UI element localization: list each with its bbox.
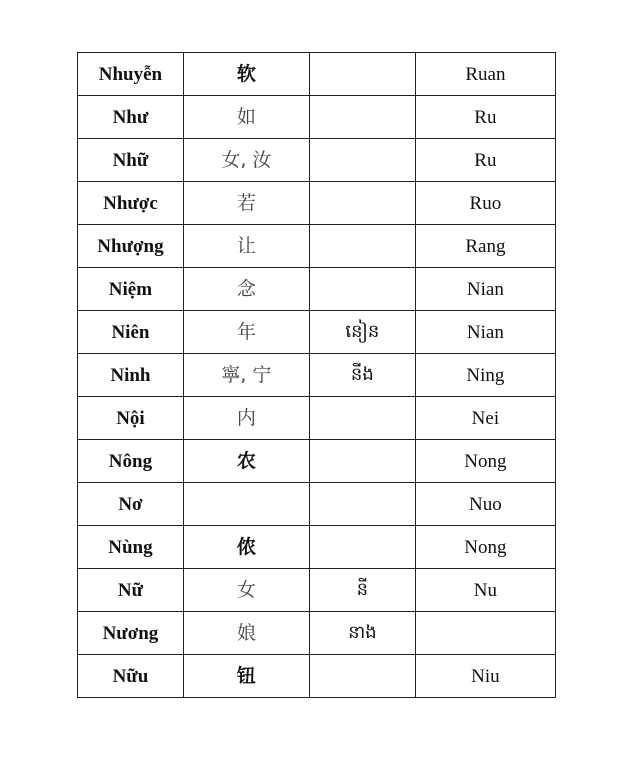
chinese-romanization-cell: Ruan [415,53,555,96]
chinese-romanization-cell: Rang [415,225,555,268]
chinese-romanization-cell: Ru [415,96,555,139]
table-row [78,139,556,182]
han-cell: 钮 [183,655,309,698]
chinese-romanization-cell: Nian [415,311,555,354]
han-cell: 让 [183,225,309,268]
vietnamese-cell: Niệm [78,268,184,311]
han-cell: 农 [183,440,309,483]
khmer-cell [309,96,415,139]
khmer-cell [309,268,415,311]
han-cell: 软 [183,53,309,96]
khmer-cell: នីង [309,354,415,397]
khmer-cell [309,526,415,569]
table-row [78,440,556,483]
table-body [78,53,556,698]
vietnamese-cell: Nông [78,440,184,483]
name-correspondence-table [77,52,556,698]
vietnamese-cell: Nhuyễn [78,53,184,96]
chinese-romanization-cell: Ruo [415,182,555,225]
vietnamese-cell: Nùng [78,526,184,569]
khmer-cell [309,483,415,526]
han-cell: 女, 汝 [183,139,309,182]
han-cell [183,483,309,526]
table-row [78,526,556,569]
chinese-romanization-cell: Nuo [415,483,555,526]
khmer-cell [309,139,415,182]
khmer-cell [309,655,415,698]
table-row [78,96,556,139]
table-row [78,569,556,612]
khmer-cell [309,182,415,225]
chinese-romanization-cell [415,612,555,655]
han-cell: 侬 [183,526,309,569]
han-cell: 念 [183,268,309,311]
chinese-romanization-cell: Niu [415,655,555,698]
table-row [78,311,556,354]
khmer-cell: នៀន [309,311,415,354]
khmer-cell [309,225,415,268]
khmer-cell [309,397,415,440]
table-row [78,483,556,526]
table-row [78,53,556,96]
vietnamese-cell: Nữ [78,569,184,612]
han-cell: 若 [183,182,309,225]
table-row [78,612,556,655]
vietnamese-cell: Nội [78,397,184,440]
chinese-romanization-cell: Ning [415,354,555,397]
vietnamese-cell: Nữu [78,655,184,698]
chinese-romanization-cell: Nei [415,397,555,440]
khmer-cell [309,53,415,96]
han-cell: 女 [183,569,309,612]
chinese-romanization-cell: Nong [415,440,555,483]
table-row [78,225,556,268]
han-cell: 娘 [183,612,309,655]
han-cell: 年 [183,311,309,354]
han-cell: 内 [183,397,309,440]
han-cell: 寧, 宁 [183,354,309,397]
khmer-cell: នាង [309,612,415,655]
table-row [78,655,556,698]
table-row [78,268,556,311]
table-row [78,354,556,397]
vietnamese-cell: Ninh [78,354,184,397]
vietnamese-cell: Nhược [78,182,184,225]
chinese-romanization-cell: Nian [415,268,555,311]
khmer-cell [309,440,415,483]
vietnamese-cell: Nhượng [78,225,184,268]
vietnamese-cell: Nơ [78,483,184,526]
chinese-romanization-cell: Nu [415,569,555,612]
vietnamese-cell: Nhữ [78,139,184,182]
khmer-cell: នី [309,569,415,612]
vietnamese-cell: Như [78,96,184,139]
vietnamese-cell: Nương [78,612,184,655]
table-row [78,182,556,225]
chinese-romanization-cell: Ru [415,139,555,182]
han-cell: 如 [183,96,309,139]
chinese-romanization-cell: Nong [415,526,555,569]
table-row [78,397,556,440]
vietnamese-cell: Niên [78,311,184,354]
